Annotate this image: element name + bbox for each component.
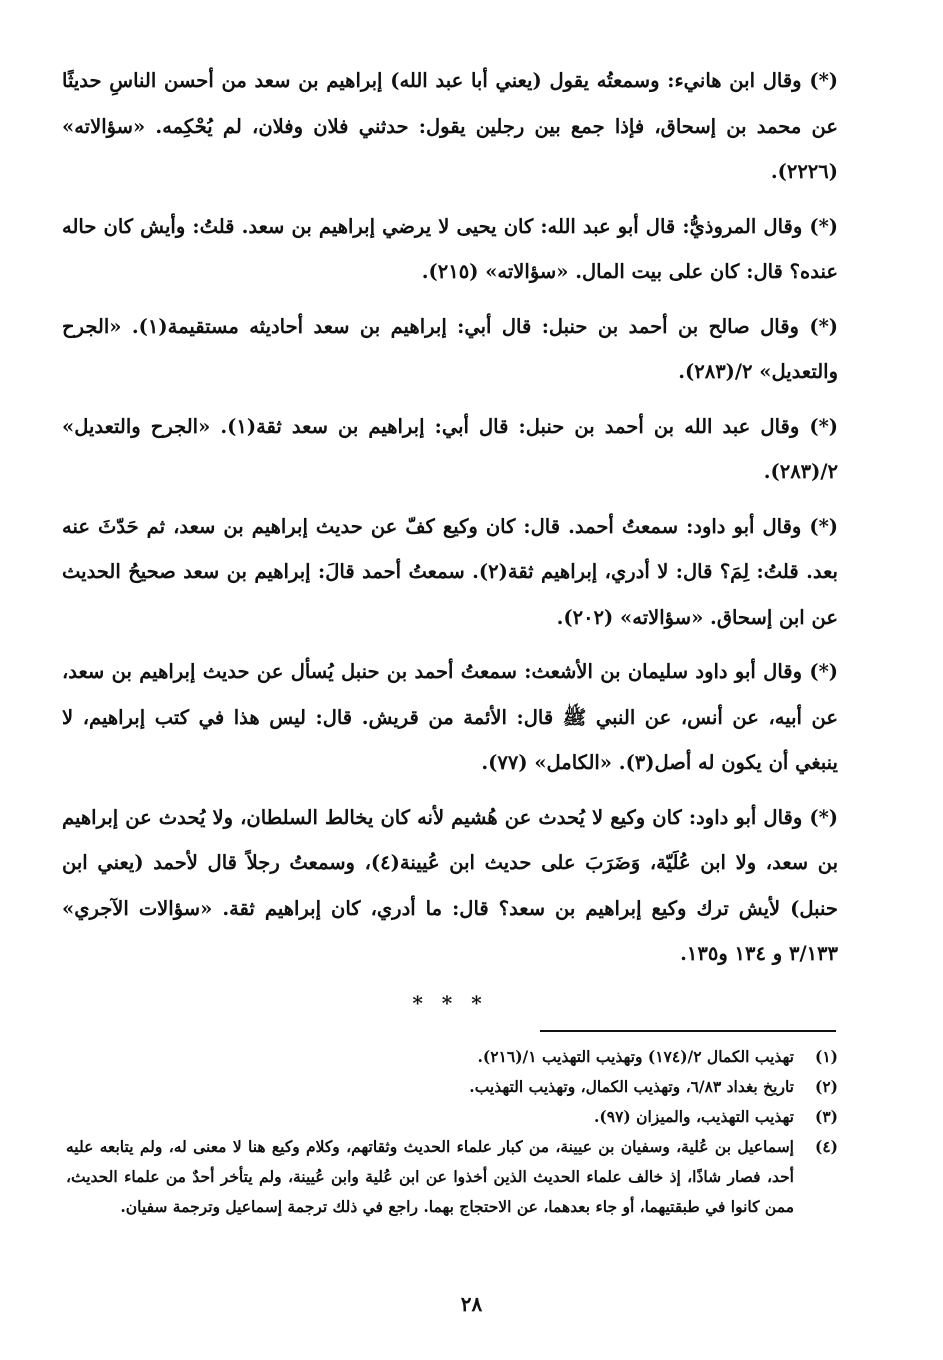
footnotes <box>66 1042 838 1222</box>
paragraph-7: (*) وقال أبو داود: كان وكيع لا يُحدث عن هُشيم لأنه كان يخالط السلطان، ولا يُحدث عن إبراهيم بن سعد، ولا ابن عُلَيّة، وَضَرَبَ على حديث ابن عُيينة(٤)، وسمعتُ رجلاً قال لأحمد (يعني ابن حنبل) لأيش ترك وكيع إبراهيم بن سعد؟ قال: ما أدري، كان إبراهيم ثقة. «سؤالات الآجري» ٣/١٣٣ و ١٣٤ و١٣٥. <box>62 805 838 965</box>
footnote-number: (١) <box>814 1047 838 1066</box>
footnote-divider <box>540 1030 836 1032</box>
main-text <box>62 58 838 1015</box>
footnote-number: (٣) <box>814 1107 838 1126</box>
paragraph-1: (*) وقال ابن هانيء: وسمعتُه يقول (يعني أبا عبد الله) إبراهيم بن سعد من أحسن الناسِ حديثًا عن محمد بن إسحاق، فإذا جمع بين رجلين يقول: حدثني فلان وفلان، لم يُحْكِمه. «سؤالاته» (٢٢٢٦). <box>62 69 838 183</box>
footnote-2 <box>66 1072 838 1102</box>
page-number: ٢٨ <box>460 1292 483 1316</box>
paragraph-6: (*) وقال أبو داود سليمان بن الأشعث: سمعتُ أحمد بن حنبل يُسأل عن حديث إبراهيم بن سعد، عن أبيه، عن أنس، عن النبي ﷺ قال: الأئمة من قريش. قال: ليس هذا في كتب إبراهيم، لا ينبغي أن يكون له أصل(٣). «الكامل» (٧٧). <box>62 660 838 774</box>
paragraph-3: (*) وقال صالح بن أحمد بن حنبل: قال أبي: إبراهيم بن سعد أحاديثه مستقيمة(١). «الجرح والتعديل» ٢/(٢٨٣). <box>62 314 838 383</box>
section-separator: * * * <box>412 990 488 1015</box>
footnote-3 <box>66 1102 838 1132</box>
footnote-text: إسماعيل بن عُلية، وسفيان بن عيينة، من كبار علماء الحديث وثقاتهم، وكلام وكيع هنا لا معنى له، ولم يتابعه عليه أحد، فصار شاذًا، إذ خالف علماء الحديث الذين أخذوا عن ابن عُلية وابن عُيينة، ولم يتأخر أحدٌ من علماء الحديث، ممن كانوا في طبقتيهما، أو جاء بعدهما، عن الاحتجاج بهما. راجع في ذلك ترجمة إسماعيل وترجمة سفيان. <box>66 1137 794 1216</box>
paragraph-5: (*) وقال أبو داود: سمعتُ أحمد. قال: كان وكيع كفّ عن حديث إبراهيم بن سعد، ثم حَدّثَ عنه بعد. قلتُ: لِمَ؟ قال: لا أدري، إبراهيم ثقة(٢). سمعتُ أحمد قالَ: إبراهيم بن سعد صحيحُ الحديث عن ابن إسحاق. «سؤالاته» (٢٠٢). <box>62 514 838 629</box>
footnote-4 <box>66 1132 838 1222</box>
footnote-text: تهذيب التهذيب، والميزان (٩٧). <box>594 1107 794 1126</box>
footnote-text: تاريخ بغداد ٦/٨٣، وتهذيب الكمال، وتهذيب التهذيب. <box>469 1077 794 1096</box>
footnote-1 <box>66 1042 838 1072</box>
footnote-text: تهذيب الكمال ٢/(١٧٤) وتهذيب التهذيب ١/(٢١٦). <box>477 1047 794 1066</box>
footnote-number: (٢) <box>814 1077 838 1096</box>
footnote-number: (٤) <box>814 1137 838 1156</box>
paragraph-2: (*) وقال المروذيُّ: قال أبو عبد الله: كان يحيى لا يرضي إبراهيم بن سعد. قلتُ: وأيش كان حاله عنده؟ قال: كان على بيت المال. «سؤالاته» (٢١٥). <box>62 214 838 283</box>
paragraph-4: (*) وقال عبد الله بن أحمد بن حنبل: قال أبي: إبراهيم بن سعد ثقة(١). «الجرح والتعديل» ٢/(٢٨٣). <box>62 414 838 483</box>
